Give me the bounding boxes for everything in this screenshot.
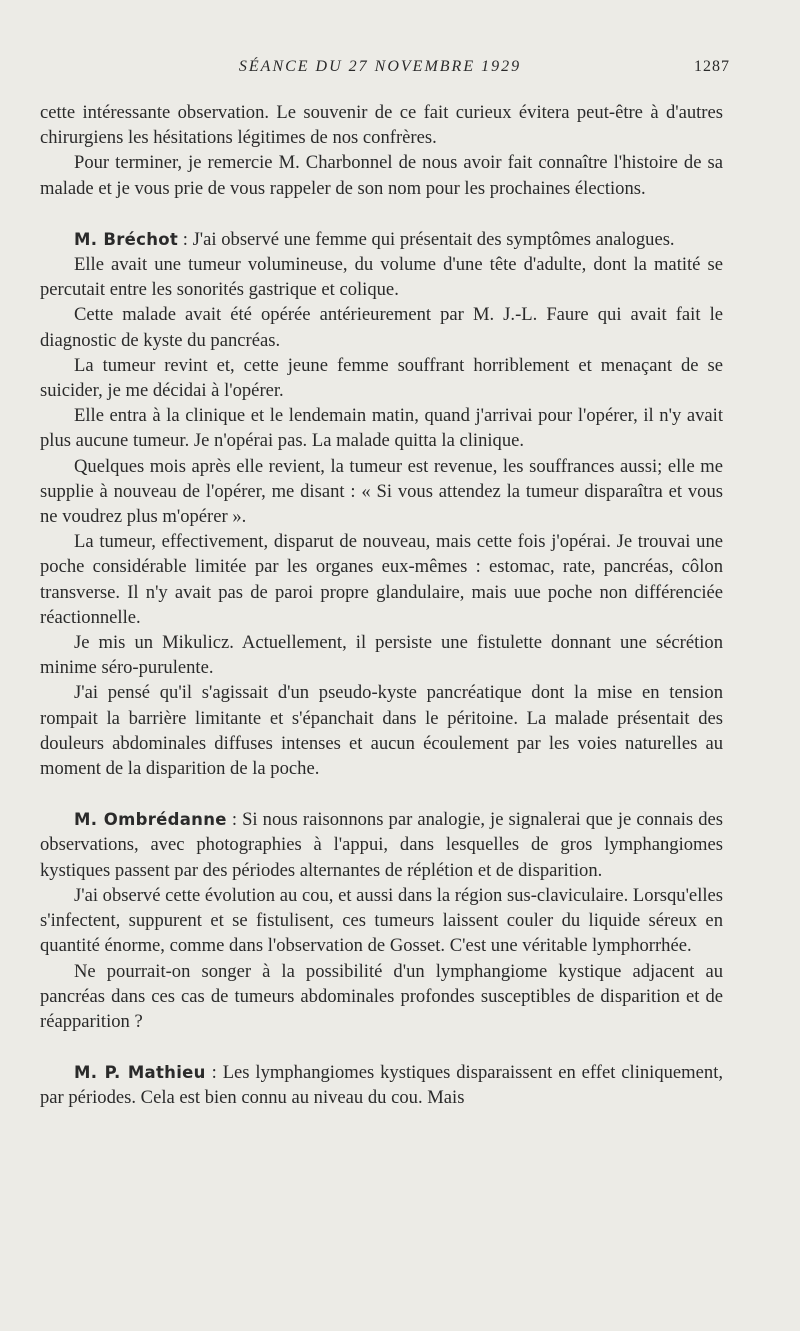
speaker-prefix: M. bbox=[74, 810, 104, 830]
speaker-paragraph: M. Bréchot : J'ai observé une femme qui présentait des symptômes analogues. bbox=[74, 228, 675, 250]
page-number: 1287 bbox=[694, 58, 730, 75]
paragraph: Quelques mois après elle revient, la tumeur est revenue, les souffrances aussi; elle me supplie à nouveau de l'opérer, me disant : « Si vous attendez la tumeur disparaîtra et vous ne voudrez plus m'opérer ». bbox=[40, 455, 723, 528]
speaker-name: Mathieu bbox=[127, 1063, 206, 1083]
speaker-prefix: M. P. bbox=[74, 1063, 128, 1083]
paragraph: Ne pourrait-on songer à la possibilité d'un lymphangiome kystique adjacent au pancréas dans ces cas de tumeurs abdominales profondes susceptibles de disparition et de réapparition ? bbox=[40, 960, 723, 1032]
paragraph: Cette malade avait été opérée antérieurement par M. J.-L. Faure qui avait fait le diagnostic de kyste du pancréas. bbox=[40, 304, 723, 351]
page-header bbox=[40, 58, 730, 82]
paragraph: Elle avait une tumeur volumineuse, du volume d'une tête d'adulte, dont la matité se percutait entre les sonorités gastrique et colique. bbox=[40, 254, 723, 301]
speaker-name: Bréchot bbox=[103, 229, 179, 249]
body-text bbox=[40, 100, 723, 1111]
running-title: SÉANCE DU 27 NOVEMBRE 1929 bbox=[238, 58, 522, 75]
paragraph: J'ai observé cette évolution au cou, et aussi dans la région sus-claviculaire. Lorsqu'elles s'infectent, suppurent et se fistulisent, ces tumeurs laissent couler du liquide séreux en quantité énorme, comme dans l'observation de Gosset. C'est une véritable lymphorrhée. bbox=[40, 884, 724, 957]
speaker-prefix: M. bbox=[74, 229, 104, 249]
paragraph: Pour terminer, je remercie M. Charbonnel de nous avoir fait connaître l'histoire de sa malade et je vous prie de vous rappeler de son nom pour les prochaines élections. bbox=[40, 152, 723, 199]
paragraph: cette intéressante observation. Le souvenir de ce fait curieux évitera peut-être à d'autres chirurgiens les hésitations légitimes de nos confrères. bbox=[40, 102, 723, 149]
speaker-paragraph: M. P. Mathieu : Les lymphangiomes kystiques disparaissent en effet cliniquement, par périodes. Cela est bien connu au niveau du cou. Mais bbox=[40, 1062, 724, 1109]
paragraph: Je mis un Mikulicz. Actuellement, il persiste une fistulette donnant une sécrétion minime séro-purulente. bbox=[40, 632, 723, 679]
speaker-name: Ombrédanne bbox=[103, 810, 227, 830]
paragraph: J'ai pensé qu'il s'agissait d'un pseudo-kyste pancréatique dont la mise en tension rompait la barrière limitante et s'épanchait dans le péritoine. La malade présentait des douleurs abdominales diffuses intenses et aucun écoulement par les voies naturelles au moment de la disparition de la poche. bbox=[40, 682, 723, 780]
paragraph: La tumeur revint et, cette jeune femme souffrant horriblement et menaçant de se suicider, je me décidai à l'opérer. bbox=[40, 354, 723, 402]
paragraph: La tumeur, effectivement, disparut de nouveau, mais cette fois j'opérai. Je trouvai une poche considérable limitée par les organes eux-mêmes : estomac, rate, pancréas, côlon transverse. Il n'y avait pas de paroi propre glandulaire, mais uue poche non différenciée réactionnelle. bbox=[40, 531, 723, 628]
speaker-paragraph: M. Ombrédanne : Si nous raisonnons par analogie, je signalerai que je connais des observations, avec photographies à l'appui, dans lesquelles de gros lymphangiomes kystiques passent par des périodes alternantes de réplétion et de disparition. bbox=[40, 809, 723, 881]
paragraph: Elle entra à la clinique et le lendemain matin, quand j'arrivai pour l'opérer, il n'y avait plus aucune tumeur. Je n'opérai pas. La malade quitta la clinique. bbox=[40, 405, 723, 452]
